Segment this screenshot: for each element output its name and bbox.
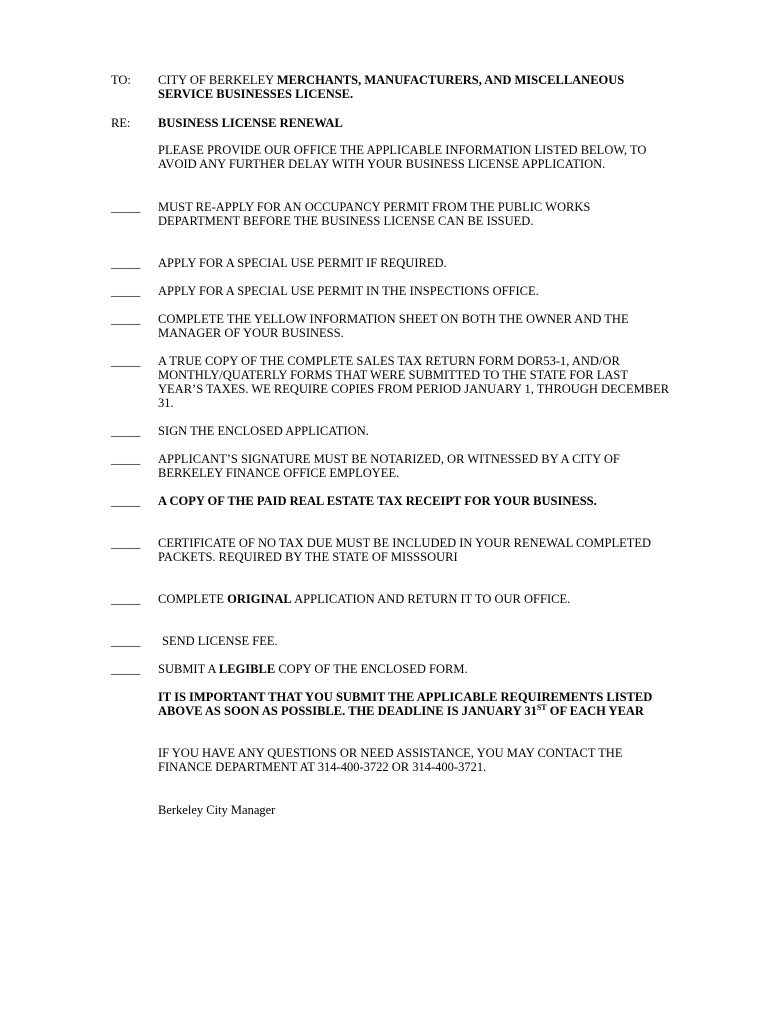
checklist-item <box>111 312 671 340</box>
to-label: TO: <box>111 73 131 87</box>
checklist-item-text: A COPY OF THE PAID REAL ESTATE TAX RECEIPT FOR YOUR BUSINESS. <box>158 494 597 508</box>
checklist-blank: _____ <box>111 452 140 466</box>
checklist-item <box>111 536 671 564</box>
to-recipient: CITY OF BERKELEY MERCHANTS, MANUFACTURERS, AND MISCELLANEOUS SERVICE BUSINESSES LICENSE. <box>158 73 625 101</box>
checklist-item <box>111 634 671 648</box>
to-line <box>111 73 671 101</box>
checklist-item <box>111 354 671 410</box>
checklist-item-text: COMPLETE ORIGINAL APPLICATION AND RETURN IT TO OUR OFFICE. <box>158 592 571 606</box>
checklist-item-text: SEND LICENSE FEE. <box>162 634 278 648</box>
checklist-item-text: COMPLETE THE YELLOW INFORMATION SHEET ON BOTH THE OWNER AND THE MANAGER OF YOUR BUSINESS. <box>158 312 629 340</box>
checklist-item <box>111 424 671 438</box>
checklist-item-text: CERTIFICATE OF NO TAX DUE MUST BE INCLUDED IN YOUR RENEWAL COMPLETED PACKETS. REQUIRED BY THE STATE OF MISSSOURI <box>158 536 652 564</box>
contact-paragraph: IF YOU HAVE ANY QUESTIONS OR NEED ASSISTANCE, YOU MAY CONTACT THE FINANCE DEPARTMENT AT 314-400-3722 OR 314-400-3721. <box>158 746 623 774</box>
checklist-blank: _____ <box>111 312 140 326</box>
re-label: RE: <box>111 116 131 130</box>
re-line <box>111 116 671 130</box>
checklist-item-text: SUBMIT A LEGIBLE COPY OF THE ENCLOSED FORM. <box>158 662 468 676</box>
checklist-blank: _____ <box>111 634 140 648</box>
checklist-item <box>111 592 671 606</box>
checklist-blank: _____ <box>111 424 140 438</box>
checklist-item <box>111 200 671 228</box>
checklist-item <box>111 452 671 480</box>
checklist-blank: _____ <box>111 284 140 298</box>
checklist-blank: _____ <box>111 256 140 270</box>
checklist-item-text: APPLY FOR A SPECIAL USE PERMIT IN THE INSPECTIONS OFFICE. <box>158 284 539 298</box>
checklist-blank: _____ <box>111 200 140 214</box>
checklist-item-text: MUST RE-APPLY FOR AN OCCUPANCY PERMIT FROM THE PUBLIC WORKS DEPARTMENT BEFORE THE BUSINESS LICENSE CAN BE ISSUED. <box>158 200 591 228</box>
checklist-blank: _____ <box>111 494 140 508</box>
checklist-item-text: APPLICANT’S SIGNATURE MUST BE NOTARIZED, OR WITNESSED BY A CITY OF BERKELEY FINANCE OFFICE EMPLOYEE. <box>158 452 620 480</box>
checklist-blank: _____ <box>111 662 140 676</box>
checklist-blank: _____ <box>111 354 140 368</box>
intro-paragraph: PLEASE PROVIDE OUR OFFICE THE APPLICABLE INFORMATION LISTED BELOW, TO AVOID ANY FURTHER DELAY WITH YOUR BUSINESS LICENSE APPLICATION. <box>158 143 647 171</box>
checklist-item-text: APPLY FOR A SPECIAL USE PERMIT IF REQUIRED. <box>158 256 447 270</box>
checklist-item <box>111 494 671 508</box>
checklist-blank: _____ <box>111 592 140 606</box>
checklist-blank: _____ <box>111 536 140 550</box>
checklist-item <box>111 662 671 676</box>
important-notice: IT IS IMPORTANT THAT YOU SUBMIT THE APPLICABLE REQUIREMENTS LISTED ABOVE AS SOON AS POSSIBLE. THE DEADLINE IS JANUARY 31ST OF EACH YEAR <box>158 690 653 718</box>
re-subject: BUSINESS LICENSE RENEWAL <box>158 116 343 130</box>
checklist-item <box>111 256 671 270</box>
checklist-item-text: SIGN THE ENCLOSED APPLICATION. <box>158 424 369 438</box>
checklist-item <box>111 284 671 298</box>
signature-line: Berkeley City Manager <box>158 803 276 817</box>
checklist-item-text: A TRUE COPY OF THE COMPLETE SALES TAX RETURN FORM DOR53-1, AND/OR MONTHLY/QUATERLY FORMS THAT WERE SUBMITTED TO THE STATE FOR LAST YEAR’S TAXES. WE REQUIRE COPIES FROM PERIOD JANUARY 1, THROUGH DECEMBER 31. <box>158 354 670 410</box>
